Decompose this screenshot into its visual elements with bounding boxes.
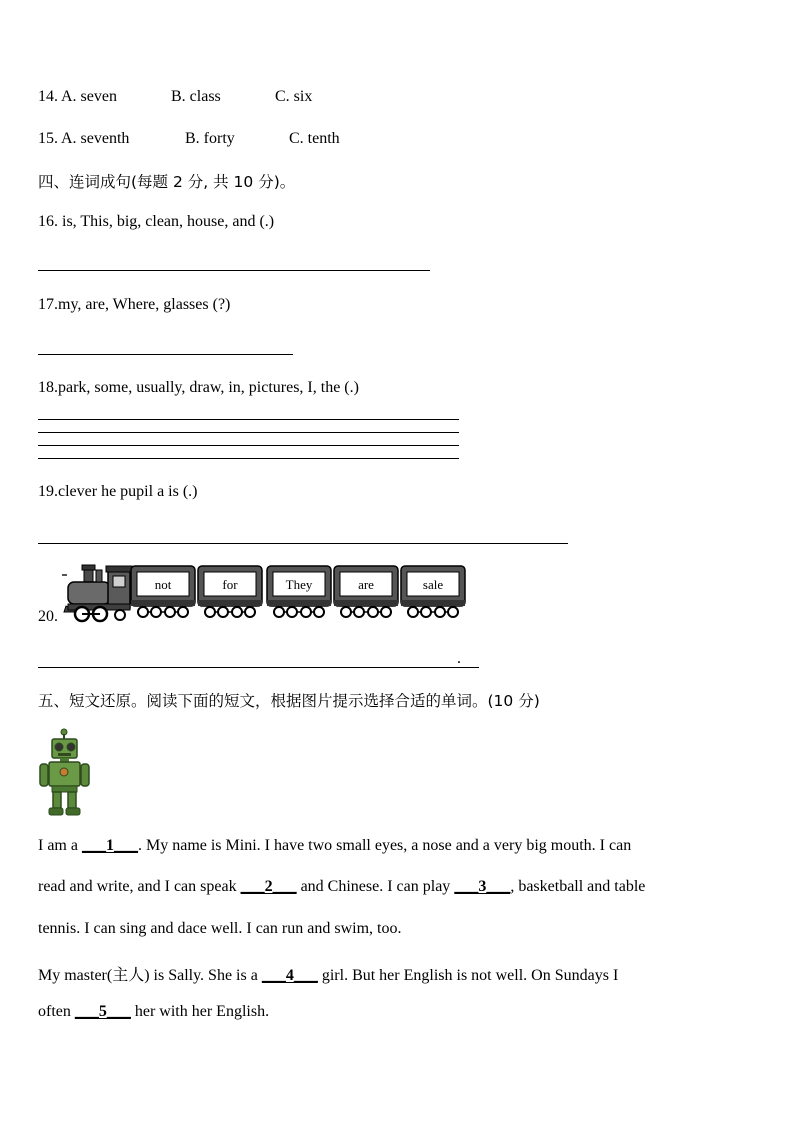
passage-line-1 — [38, 837, 758, 855]
car-word: are — [358, 577, 374, 592]
question-16: 16. is, This, big, clean, house, and (.) — [38, 213, 275, 230]
option-b: B. class — [171, 88, 221, 105]
passage-text: I am a — [38, 837, 82, 854]
passage-line-3: tennis. I can sing and dace well. I can run and swim, too. — [38, 920, 402, 937]
passage-text: . My name is Mini. I have two small eyes, a nose and a very big mouth. I can — [137, 837, 632, 854]
passage-line-2 — [38, 878, 758, 896]
passage-text: and Chinese. I can play — [296, 878, 455, 895]
option-c: C. six — [275, 88, 313, 105]
question-19: 19.clever he pupil a is (.) — [38, 483, 198, 500]
passage-line-4 — [38, 962, 758, 985]
robot-illustration — [38, 728, 92, 818]
answer-line — [38, 445, 459, 446]
car-word: for — [222, 577, 238, 592]
blank-3[interactable]: ___3___ — [454, 878, 511, 895]
passage-text: her with her English. — [130, 1003, 270, 1020]
locomotive — [62, 565, 132, 621]
passage-text: often — [38, 1003, 75, 1020]
blank-2[interactable]: ___2___ — [240, 878, 297, 895]
answer-line — [38, 667, 479, 668]
section-4-heading: 四、连词成句(每题 2 分, 共 10 分)。 — [38, 173, 296, 191]
answer-line — [38, 354, 293, 355]
car-word: not — [154, 577, 172, 592]
question-15-number: 15. — [38, 130, 58, 147]
car-word: They — [285, 577, 313, 592]
answer-line — [38, 458, 459, 459]
answer-line — [38, 419, 459, 420]
passage-line-5 — [38, 1003, 758, 1021]
question-20-number: 20. — [38, 608, 58, 625]
question-18: 18.park, some, usually, draw, in, pictures, I, the (.) — [38, 379, 359, 396]
passage-text: girl. But her English is not well. On Sundays I — [317, 967, 619, 984]
section-5-heading: 五、短文还原。阅读下面的短文，根据图片提示选择合适的单词。(10 分) — [38, 692, 540, 710]
option-a: A. seventh — [61, 130, 130, 147]
option-a: A. seven — [61, 88, 117, 105]
blank-1[interactable]: ___1___ — [81, 837, 138, 854]
passage-text: read and write, and I can speak — [38, 878, 241, 895]
answer-line — [38, 543, 568, 544]
blank-4[interactable]: ___4___ — [261, 967, 318, 984]
passage-text: My master(主人) is Sally. She is a — [38, 967, 262, 984]
question-14 — [38, 88, 58, 106]
answer-line — [38, 270, 430, 271]
train-illustration — [60, 562, 472, 624]
option-c: C. tenth — [289, 130, 340, 147]
blank-5[interactable]: ___5___ — [74, 1003, 131, 1020]
answer-line — [38, 432, 459, 433]
option-b: B. forty — [185, 130, 235, 147]
question-17: 17.my, are, Where, glasses (?) — [38, 296, 231, 313]
end-period: . — [457, 650, 461, 667]
car-word: sale — [422, 577, 444, 592]
question-number: 14. — [38, 88, 58, 105]
passage-text: , basketball and table — [510, 878, 646, 895]
